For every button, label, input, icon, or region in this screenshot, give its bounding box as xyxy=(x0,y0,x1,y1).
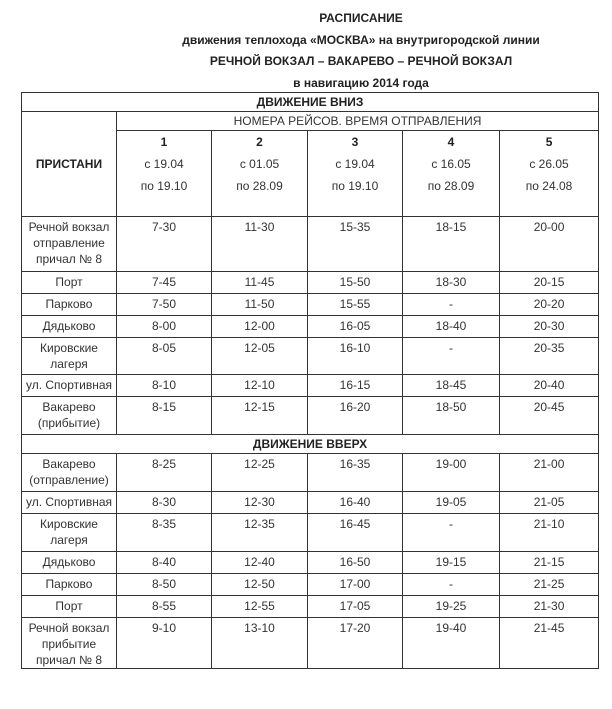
header-line-4: в навигацию 2014 года xyxy=(293,75,429,90)
departure-time: 12-25 xyxy=(212,454,308,492)
stop-name-line: Вакарево xyxy=(42,457,96,471)
trip-num: 3 xyxy=(351,135,359,149)
departure-time: 12-00 xyxy=(212,316,308,338)
departure-time: 19-05 xyxy=(403,492,500,514)
stop-name-line: (отправление) xyxy=(29,473,109,487)
stop-name xyxy=(22,316,117,338)
stop-name-line: лагеря xyxy=(50,357,88,371)
table-row xyxy=(22,454,599,492)
trip-num: 2 xyxy=(256,135,263,149)
trip-to: по 28.09 xyxy=(427,179,475,193)
trip-to: по 28.09 xyxy=(236,179,283,193)
departure-time: - xyxy=(403,294,500,316)
down-section-row xyxy=(22,93,599,112)
header-line-2: движения теплохода «МОСКВА» на внутригородской линии xyxy=(182,32,540,47)
table-row xyxy=(22,596,599,618)
schedule-table-body xyxy=(22,93,599,669)
departure-time: 18-15 xyxy=(403,217,500,272)
table-row xyxy=(22,552,599,574)
table-row xyxy=(22,217,599,272)
table-row xyxy=(22,316,599,338)
departure-time: 11-50 xyxy=(212,294,308,316)
departure-time: 16-20 xyxy=(308,397,403,435)
departure-time: 16-50 xyxy=(308,552,403,574)
stop-name-line: Порт xyxy=(55,275,83,289)
departure-time: 16-40 xyxy=(308,492,403,514)
stop-name xyxy=(22,514,117,552)
stop-name xyxy=(22,272,117,294)
trip-header-2 xyxy=(212,131,308,217)
trip-to: по 24.08 xyxy=(525,179,573,193)
table-row xyxy=(22,492,599,514)
trip-from: с 19.04 xyxy=(335,157,375,171)
stop-name-line: отправление xyxy=(33,236,105,250)
departure-time: 20-35 xyxy=(500,338,599,375)
stops-column-header: ПРИСТАНИ xyxy=(22,112,117,217)
departure-time: 12-10 xyxy=(212,375,308,397)
departure-time: - xyxy=(403,338,500,375)
departure-time: 20-15 xyxy=(500,272,599,294)
trip-header-5 xyxy=(500,131,599,217)
header-line-1: РАСПИСАНИЕ xyxy=(319,11,403,25)
departure-time: 20-00 xyxy=(500,217,599,272)
stop-name-line: прибытие xyxy=(41,637,97,651)
stop-name xyxy=(22,492,117,514)
stop-name-line: Речной вокзал xyxy=(28,220,110,234)
down-section-title: ДВИЖЕНИЕ ВНИЗ xyxy=(22,93,599,112)
departure-time: 11-45 xyxy=(212,272,308,294)
departure-time: 16-10 xyxy=(308,338,403,375)
departure-time: 8-10 xyxy=(117,375,212,397)
stop-name xyxy=(22,397,117,435)
departure-time: 8-30 xyxy=(117,492,212,514)
table-row xyxy=(22,294,599,316)
departure-time: - xyxy=(403,514,500,552)
departure-time: 12-30 xyxy=(212,492,308,514)
trip-num: 5 xyxy=(545,135,553,149)
stop-name-line: Кировские xyxy=(40,341,98,355)
trip-from: с 01.05 xyxy=(239,157,280,171)
trip-num: 4 xyxy=(447,135,455,149)
up-section-title: ДВИЖЕНИЕ ВВЕРХ xyxy=(22,435,599,454)
departure-time: 17-05 xyxy=(308,596,403,618)
stop-name-line: причал № 8 xyxy=(35,653,103,667)
departure-time: 12-35 xyxy=(212,514,308,552)
stop-name xyxy=(22,294,117,316)
table-row xyxy=(22,338,599,375)
stop-name xyxy=(22,375,117,397)
table-row xyxy=(22,397,599,435)
departure-time: - xyxy=(403,574,500,596)
table-row xyxy=(22,272,599,294)
departure-time: 8-50 xyxy=(117,574,212,596)
departure-time: 8-40 xyxy=(117,552,212,574)
departure-time: 8-00 xyxy=(117,316,212,338)
trip-header-4 xyxy=(403,131,500,217)
stop-name xyxy=(22,338,117,375)
stop-name xyxy=(22,454,117,492)
departure-time: 20-30 xyxy=(500,316,599,338)
departure-time: 7-30 xyxy=(117,217,212,272)
departure-time: 21-45 xyxy=(500,618,599,669)
departure-time: 8-55 xyxy=(117,596,212,618)
table-row xyxy=(22,514,599,552)
stop-name xyxy=(22,552,117,574)
departure-time: 15-35 xyxy=(308,217,403,272)
departure-time: 9-10 xyxy=(117,618,212,669)
trip-from: с 16.05 xyxy=(431,157,471,171)
departure-time: 21-30 xyxy=(500,596,599,618)
departure-time: 19-40 xyxy=(403,618,500,669)
trip-header-1 xyxy=(117,131,212,217)
stop-name-line: причал № 8 xyxy=(35,252,103,266)
schedule-table xyxy=(21,92,599,669)
table-row xyxy=(22,375,599,397)
departure-time: 12-55 xyxy=(212,596,308,618)
stop-name-line: Парково xyxy=(45,577,93,591)
trips-header: НОМЕРА РЕЙСОВ. ВРЕМЯ ОТПРАВЛЕНИЯ xyxy=(117,112,599,131)
stop-name-line: ул. Спортивная xyxy=(25,378,113,392)
stop-name-line: (прибытие) xyxy=(37,416,101,430)
departure-time: 7-50 xyxy=(117,294,212,316)
departure-time: 16-35 xyxy=(308,454,403,492)
departure-time: 21-25 xyxy=(500,574,599,596)
departure-time: 12-15 xyxy=(212,397,308,435)
stop-name-line: Вакарево xyxy=(42,400,96,414)
stop-name xyxy=(22,217,117,272)
departure-time: 19-00 xyxy=(403,454,500,492)
departure-time: 15-50 xyxy=(308,272,403,294)
departure-time: 21-15 xyxy=(500,552,599,574)
departure-time: 12-05 xyxy=(212,338,308,375)
stop-name-line: Речной вокзал xyxy=(28,621,110,635)
departure-time: 18-45 xyxy=(403,375,500,397)
table-row xyxy=(22,618,599,669)
stop-name xyxy=(22,618,117,669)
departure-time: 21-00 xyxy=(500,454,599,492)
departure-time: 8-15 xyxy=(117,397,212,435)
departure-time: 8-35 xyxy=(117,514,212,552)
departure-time: 19-15 xyxy=(403,552,500,574)
departure-time: 18-50 xyxy=(403,397,500,435)
departure-time: 8-25 xyxy=(117,454,212,492)
departure-time: 12-50 xyxy=(212,574,308,596)
stop-name-line: Дядьково xyxy=(42,319,96,333)
departure-time: 20-45 xyxy=(500,397,599,435)
schedule-header xyxy=(0,8,612,94)
trip-from: с 26.05 xyxy=(529,157,569,171)
departure-time: 18-40 xyxy=(403,316,500,338)
trip-num: 1 xyxy=(160,135,168,149)
stop-name xyxy=(22,574,117,596)
departure-time: 19-25 xyxy=(403,596,500,618)
trip-to: по 19.10 xyxy=(140,179,188,193)
departure-time: 17-00 xyxy=(308,574,403,596)
departure-time: 15-55 xyxy=(308,294,403,316)
stop-name-line: лагеря xyxy=(50,533,88,547)
departure-time: 8-05 xyxy=(117,338,212,375)
departure-time: 16-45 xyxy=(308,514,403,552)
stop-name-line: Кировские xyxy=(40,517,98,531)
stop-name-line: ул. Спортивная xyxy=(25,495,113,509)
departure-time: 7-45 xyxy=(117,272,212,294)
up-section-row xyxy=(22,435,599,454)
departure-time: 20-40 xyxy=(500,375,599,397)
departure-time: 17-20 xyxy=(308,618,403,669)
trip-from: с 19.04 xyxy=(144,157,184,171)
departure-time: 20-20 xyxy=(500,294,599,316)
stop-name-line: Парково xyxy=(45,297,93,311)
trip-to: по 19.10 xyxy=(331,179,379,193)
trip-header-3 xyxy=(308,131,403,217)
departure-time: 11-30 xyxy=(212,217,308,272)
stop-name xyxy=(22,596,117,618)
trips-header-row xyxy=(22,112,599,131)
table-row xyxy=(22,574,599,596)
stop-name-line: Порт xyxy=(55,599,83,613)
header-line-3: РЕЧНОЙ ВОКЗАЛ – ВАКАРЕВО – РЕЧНОЙ ВОКЗАЛ xyxy=(209,54,513,68)
departure-time: 21-10 xyxy=(500,514,599,552)
departure-time: 21-05 xyxy=(500,492,599,514)
departure-time: 12-40 xyxy=(212,552,308,574)
departure-time: 16-15 xyxy=(308,375,403,397)
departure-time: 18-30 xyxy=(403,272,500,294)
departure-time: 13-10 xyxy=(212,618,308,669)
stop-name-line: Дядьково xyxy=(42,555,96,569)
departure-time: 16-05 xyxy=(308,316,403,338)
